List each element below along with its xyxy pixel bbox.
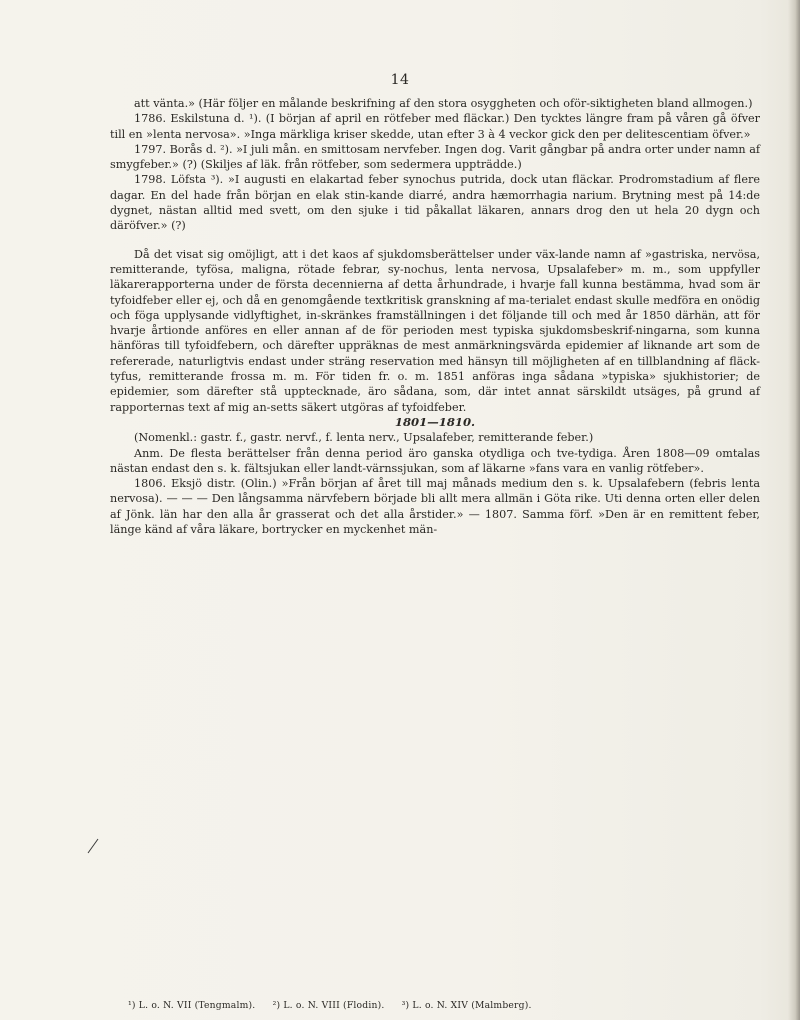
section-heading: 1801—1810. [394,414,476,429]
footnote: ³) L. o. N. XIV (Malmberg). [401,1000,532,1011]
page-number: 14 [390,72,410,88]
footnote: ¹) L. o. N. VII (Tengmalm). [128,1000,256,1011]
page-edge-shadow [788,0,800,1020]
paragraph: Då det visat sig omöjligt, att i det kaos af sjukdomsberättelser under väx-lande namn af »gastriska, nervösa, remitterande, tyfösa, maligna, rötade febrar, sy-nochus, lenta nervosa, Upsalafeber» m. m., som uppfyller läkarerapporterna under de första decennierna af detta århundrade, i hvarje fall kunna bestämma, hvad som är tyfoidfeber eller ej, och då en genomgående textkritisk granskning af ma-terialet endast skulle medföra en onödig och föga upplysande vidlyftighet, in-skränkes framställningen i det följande till och med år 1850 därhän, att för hvarje årtionde anföres en eller annan af de för perioden mest typiska sjukdomsbeskrif-ningarna, som kunna hänföras till tyfoidfebern, och därefter uppräknas de mest anmärkningsvärda epidemier af liknande art som de refererade, naturligtvis endast under sträng reservation med hänsyn till möjligheten af en tillblandning af fläck-tyfus, remitterande frossa m. m. För tiden fr. o. m. 1851 anföras inga sådana »typiska» sjukhistorier; de epidemier, som därefter stå upptecknade, äro sådana, som, där intet annat särskildt utsäges, på grund af rapporternas text af mig an-setts säkert utgöras af tyfoidfeber. [110,247,760,414]
footnote: ²) L. o. N. VIII (Flodin). [272,1000,385,1011]
pencil-slash-mark-icon [86,838,100,854]
paragraph: Anm. De flesta berättelser från denna period äro ganska otydliga och tve-tydiga. Åren 1808—09 omtalas nästan endast den s. k. fältsjukan eller landt-värnssjukan, som af läkarne »fans vara en vanlig rötfeber». [110,446,760,475]
paragraph: (Nomenkl.: gastr. f., gastr. nervf., f. lenta nerv., Upsalafeber, remitterande feber.) [134,431,594,445]
paragraph: 1797. Borås d. ²). »I juli mån. en smittosam nervfeber. Ingen dog. Varit gångbar på andra orter under namn af smygfeber.» (?) (Skiljes af läk. från rötfeber, som sedermera uppträdde.) [110,142,761,172]
paragraph-gap [110,234,760,247]
paragraph: att vänta.» (Här följer en målande beskrifning af den stora osyggheten och oför-siktigheten bland allmogen.) [134,97,753,110]
paragraph: 1786. Eskilstuna d. ¹). (I början af april en rötfeber med fläckar.) Den tycktes längre fram på våren gå öfver till en »lenta nervosa». »Inga märkliga kriser skedde, utan efter 3 à 4 veckor gick den per delitescentiam öfver.» [110,112,760,141]
paragraph: 1798. Löfsta ³). »I augusti en elakartad feber synochus putrida, dock utan fläckar. Prodromstadium af flere dagar. En del hade från början en elak stin-kande diarré, andra hæmorrhagia narium. Brytning mest på 14:de dygnet, nästan alltid med svett, om den sjuke i tid påkallat läkaren, annars drog den ut hela 20 dygn och däröfver.» (?) [110,173,760,233]
body-text [110,96,760,537]
paragraph: 1806. Eksjö distr. (Olin.) »Från början af året till maj månads medium den s. k. Upsalafebern (febris lenta nervosa). — — — Den långsamma närvfebern började bli allt mera allmän i Göta rike. Uti denna orten eller delen af Jönk. län har den alla år grasserat och det alla årstider.» — 1807. Samma förf. »Den är en remittent feber, länge känd af våra läkare, bortrycker en myckenhet män- [110,477,760,537]
footnotes [128,1000,748,1012]
